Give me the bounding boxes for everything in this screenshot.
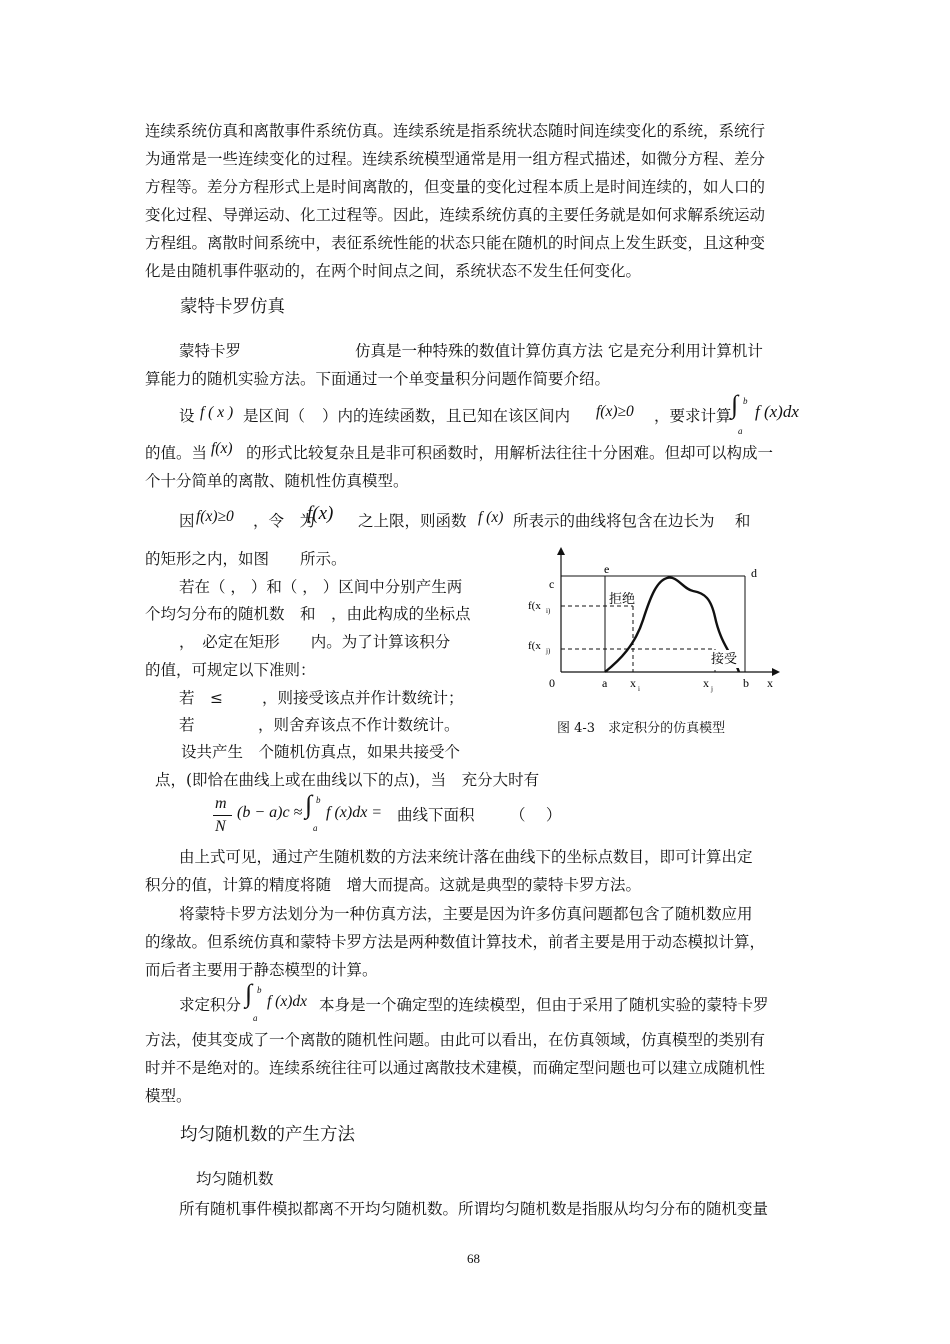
fraction-bar bbox=[213, 815, 232, 816]
paragraph-line: 方程等。差分方程形式上是时间离散的，但变量的变化过程本质上是时间连续的，如人口的 bbox=[145, 178, 766, 196]
paragraph-line: 化是由随机事件驱动的，在两个时间点之间，系统状态不发生任何变化。 bbox=[145, 262, 642, 280]
label-reject: 拒绝 bbox=[609, 591, 636, 606]
setup-text: ，要求计算 bbox=[654, 407, 732, 425]
x-axis-arrow bbox=[772, 668, 780, 676]
formula-numerator: m bbox=[215, 795, 227, 812]
condition: f(x)≥0 bbox=[196, 508, 234, 525]
integral-upper: b bbox=[257, 985, 262, 995]
paragraph-line: 若在（ ， ）和（ ， ）区间中分别产生两 bbox=[179, 578, 463, 596]
label-xj: x bbox=[703, 676, 709, 690]
bound-text: 之上限，则函数 bbox=[358, 512, 467, 530]
function-fx: f ( x ) bbox=[200, 404, 234, 421]
paragraph-line: 模型。 bbox=[145, 1087, 192, 1105]
integral-upper: b bbox=[743, 396, 748, 406]
label-accept: 接受 bbox=[711, 651, 738, 666]
formula-middle: (b − a)c ≈ bbox=[237, 804, 303, 821]
function-fx-large: f(x) bbox=[307, 503, 334, 524]
function-fx: f(x) bbox=[211, 440, 233, 457]
label-a: a bbox=[602, 676, 608, 690]
bound-text: 因 bbox=[179, 512, 195, 530]
integral-upper: b bbox=[316, 795, 321, 805]
value-text: 的形式比较复杂且是非可积函数时，用解析法往往十分困难。但却可以构成一 bbox=[246, 444, 774, 462]
setup-text: ）内的连续函数，且已知在该区间内 bbox=[322, 407, 571, 425]
paragraph-line: 所有随机事件模拟都离不开均匀随机数。所谓均匀随机数是指服从均匀分布的随机变量 bbox=[179, 1200, 769, 1218]
integral-lower: a bbox=[738, 426, 743, 436]
bound-text: 所表示的曲线将包含在边长为 和 bbox=[513, 512, 751, 530]
paragraph-line: 变化过程、导弹运动、化工过程等。因此，连续系统仿真的主要任务就是如何求解系统运动 bbox=[145, 206, 766, 224]
paragraph-line: 将蒙特卡罗方法划分为一种仿真方法，主要是因为许多仿真问题都包含了随机数应用 bbox=[179, 905, 753, 923]
page-number: 68 bbox=[467, 1251, 480, 1266]
label-fxi: f(x bbox=[528, 600, 541, 612]
paragraph-line: 的缘故。但系统仿真和蒙特卡罗方法是两种数值计算技术，前者主要是用于动态模拟计算， bbox=[145, 933, 766, 951]
paragraph-line: 为通常是一些连续变化的过程。连续系统模型通常是用一组方程式描述，如微分方程、差分 bbox=[145, 150, 766, 168]
paragraph-line: ， 必定在矩形 内。为了计算该积分 bbox=[179, 633, 451, 651]
setup-text: 设 bbox=[179, 407, 195, 425]
paragraph-line: 的值，可规定以下准则： bbox=[145, 661, 316, 679]
figure-caption: 图 4-3 求定积分的仿真模型 bbox=[557, 721, 726, 736]
paragraph-line: 算能力的随机实验方法。下面通过一个单变量积分问题作简要介绍。 bbox=[145, 370, 611, 388]
setup-text: 是区间（ bbox=[243, 407, 306, 425]
bound-text: ，令 为 bbox=[253, 512, 316, 530]
paragraph-line: 时并不是绝对的。连续系统往往可以通过离散技术建模，而确定型问题也可以建立成随机性 bbox=[145, 1059, 766, 1077]
integral-sign: ∫ bbox=[305, 790, 313, 819]
condition: f(x)≥0 bbox=[596, 403, 634, 420]
formula-integrand: f (x)dx = bbox=[326, 804, 383, 821]
paragraph-line: 积分的值，计算的精度将随 增大而提高。这就是典型的蒙特卡罗方法。 bbox=[145, 876, 642, 894]
y-axis-arrow bbox=[557, 547, 565, 555]
paragraph-line: 而后者主要用于静态模型的计算。 bbox=[145, 961, 378, 979]
label-xi-sub: i bbox=[638, 685, 640, 693]
label-e: e bbox=[604, 562, 610, 576]
function-fx: f (x) bbox=[478, 509, 504, 526]
paragraph-line: 方法，使其变成了一个离散的随机性问题。由此可以看出，在仿真领域，仿真模型的类别有 bbox=[145, 1031, 766, 1049]
paragraph-line: 个十分简单的离散、随机性仿真模型。 bbox=[145, 472, 409, 490]
label-xi: x bbox=[630, 676, 636, 690]
subsection-heading: 均匀随机数 bbox=[196, 1170, 274, 1188]
intro-line-end: 仿真是一种特殊的数值计算仿真方法 它是充分利用计算机计 bbox=[355, 342, 763, 360]
para4-text: 本身是一个确定型的连续模型，但由于采用了随机实验的蒙特卡罗 bbox=[319, 996, 769, 1014]
label-x: x bbox=[767, 676, 773, 690]
label-fxj-sub: j) bbox=[546, 647, 551, 655]
integral-sign: ∫ bbox=[245, 979, 253, 1008]
intro-line-start: 蒙特卡罗 bbox=[179, 342, 242, 360]
rule-accept: 若 ≤ bbox=[179, 689, 223, 707]
label-fxj: f(x bbox=[528, 640, 541, 652]
integral-lower: a bbox=[253, 1013, 258, 1023]
paragraph-line: 方程组。离散时间系统中，表征系统性能的状态只能在随机的时间点上发生跃变，且这种变 bbox=[145, 234, 766, 252]
integrand: f (x)dx bbox=[755, 402, 799, 421]
label-c: c bbox=[549, 577, 555, 591]
rule-reject: 若 bbox=[179, 716, 195, 734]
label-fxi-sub: i) bbox=[546, 607, 551, 615]
label-b: b bbox=[743, 676, 749, 690]
equation-number: （ ） bbox=[510, 806, 562, 824]
formula-rhs: 曲线下面积 bbox=[397, 806, 475, 824]
paragraph-line: 由上式可见，通过产生随机数的方法来统计落在曲线下的坐标点数目，即可计算出定 bbox=[179, 848, 753, 866]
rule-reject: ，则舍弃该点不作计数统计。 bbox=[258, 716, 460, 734]
label-zero: 0 bbox=[549, 676, 555, 690]
integrand: f (x)dx bbox=[267, 993, 308, 1010]
simulation-figure bbox=[525, 545, 785, 695]
paragraph-line: 连续系统仿真和离散事件系统仿真。连续系统是指系统状态随时间连续变化的系统，系统行 bbox=[145, 122, 766, 140]
integral-sign: ∫ bbox=[731, 390, 739, 419]
section-heading: 蒙特卡罗仿真 bbox=[180, 297, 285, 317]
para4-start: 求定积分 bbox=[179, 996, 242, 1014]
value-text: 的值。当 bbox=[145, 444, 208, 462]
paragraph-line: 点，(即恰在曲线上或在曲线以下的点)，当 充分大时有 bbox=[155, 771, 540, 789]
label-d: d bbox=[751, 566, 757, 580]
label-xj-sub: j bbox=[711, 685, 713, 693]
section-heading: 均匀随机数的产生方法 bbox=[180, 1125, 355, 1145]
rule-accept: ，则接受该点并作计数统计； bbox=[262, 689, 464, 707]
formula-denominator: N bbox=[215, 818, 226, 835]
paragraph-line: 的矩形之内，如图 所示。 bbox=[145, 550, 347, 568]
paragraph-line: 设共产生 个随机仿真点，如果共接受个 bbox=[181, 743, 461, 761]
paragraph-line: 个均匀分布的随机数 和 ，由此构成的坐标点 bbox=[145, 605, 471, 623]
integral-lower: a bbox=[313, 823, 318, 833]
